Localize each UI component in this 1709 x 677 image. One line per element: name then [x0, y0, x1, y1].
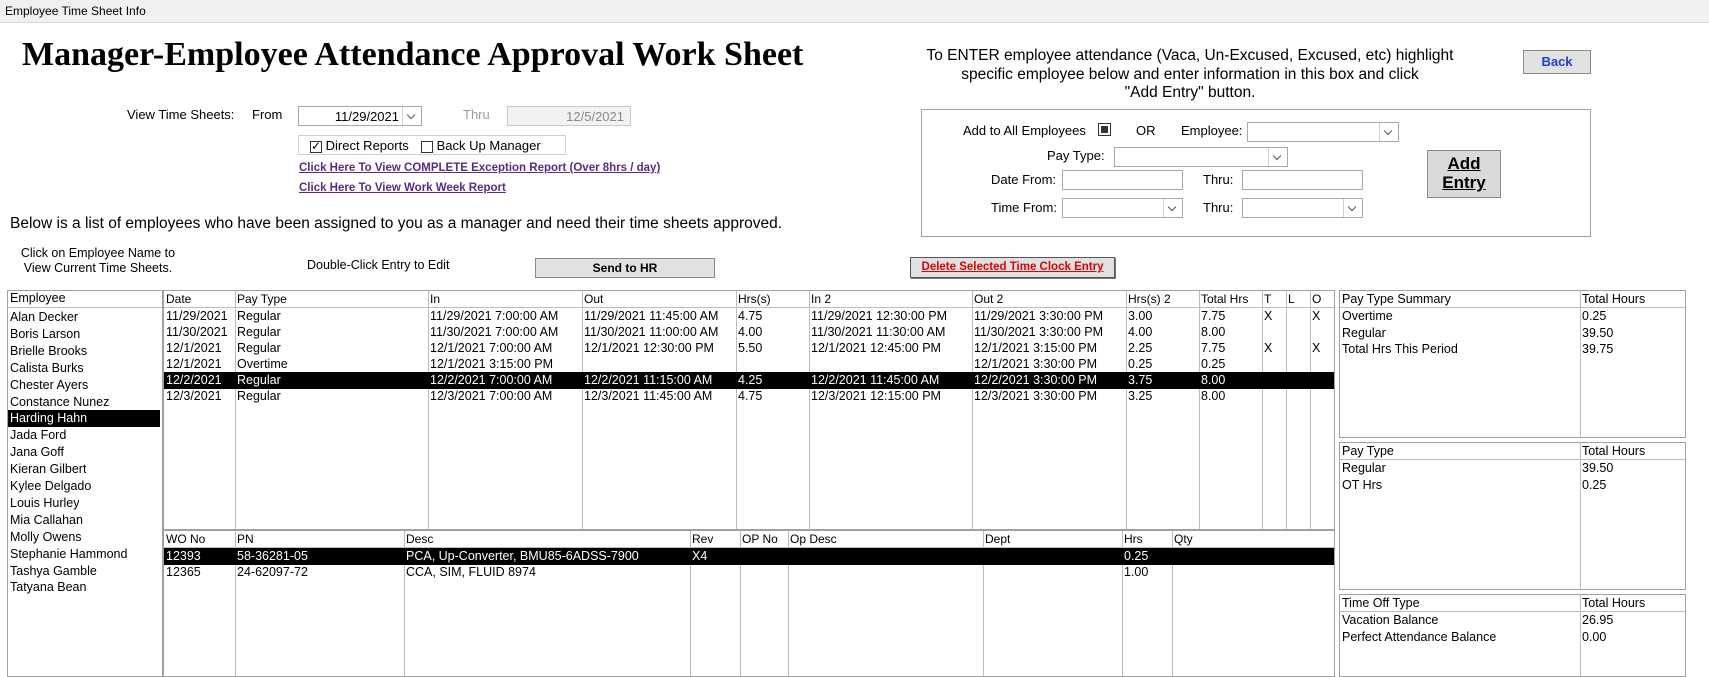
date-thru-field[interactable] — [1242, 170, 1363, 190]
thru-label: Thru — [463, 107, 490, 122]
cell: 12/3/2021 7:00:00 AM — [430, 389, 553, 403]
cell: 39.50 — [1582, 325, 1614, 340]
employee-name: Mia Callahan — [10, 512, 83, 527]
employee-name: Boris Larson — [10, 326, 81, 341]
timesheet-grid — [163, 290, 1335, 530]
column-header[interactable]: Out — [584, 292, 604, 306]
click-employee-hint — [18, 246, 178, 276]
cell: Overtime — [1342, 309, 1393, 323]
time-from-combo[interactable] — [1062, 198, 1183, 218]
cell: 12365 — [166, 565, 201, 579]
employee-list-item[interactable] — [8, 495, 160, 512]
cell: 12/1/2021 3:30:00 PM — [974, 357, 1098, 371]
or-label: OR — [1136, 123, 1156, 138]
column-header[interactable]: Date — [166, 292, 192, 306]
cell: 7.75 — [1201, 341, 1226, 355]
cell: 0.25 — [1124, 549, 1149, 563]
back-button[interactable]: Back — [1523, 50, 1591, 74]
radio-fill-icon — [1101, 126, 1108, 133]
cell: 58-36281-05 — [237, 549, 308, 563]
cell: 1.00 — [1124, 565, 1149, 579]
employee-name: Alan Decker — [10, 310, 79, 324]
instructions-line-1: To ENTER employee attendance (Vaca, Un-Excused, Excused, etc) highlight — [926, 47, 1454, 64]
employee-list-item[interactable] — [8, 461, 160, 478]
instructions-line-2: specific employee below and enter information in this box and click — [961, 65, 1419, 83]
employee-name: Stephanie Hammond — [10, 546, 128, 561]
column-header[interactable]: Pay Type — [237, 292, 287, 306]
employee-name: Jana Goff — [10, 445, 64, 460]
cell: 12/3/2021 12:15:00 PM — [811, 389, 941, 403]
time-off-row — [1340, 629, 1685, 646]
cell: 12/2/2021 7:00:00 AM — [430, 373, 553, 387]
employee-combo[interactable] — [1247, 122, 1399, 142]
cell: X — [1312, 309, 1321, 323]
cell: 11/29/2021 7:00:00 AM — [430, 309, 559, 323]
employee-list-header: Employee — [10, 291, 66, 305]
cell: 0.25 — [1201, 357, 1226, 371]
backup-manager-option[interactable] — [421, 138, 541, 153]
column-header[interactable]: Hrs — [1124, 532, 1143, 546]
column-header[interactable]: Hrs(s) 2 — [1128, 292, 1171, 306]
employee-name: Tatyana Bean — [10, 580, 87, 595]
cell: 24-62097-72 — [237, 565, 308, 579]
cell: 12/1/2021 3:15:00 PM — [974, 341, 1098, 355]
thru-date-value: 12/5/2021 — [566, 109, 624, 124]
cell: OT Hrs — [1342, 477, 1383, 492]
pay-type-combo[interactable] — [1114, 147, 1288, 167]
time-from-label: Time From: — [991, 200, 1057, 215]
send-to-hr-button[interactable]: Send to HR — [535, 258, 715, 278]
employee-list-item[interactable] — [8, 427, 160, 444]
cell: 4.00 — [738, 325, 763, 339]
cell: Overtime — [237, 357, 288, 371]
cell: 3.75 — [1128, 373, 1153, 387]
employee-list-item[interactable] — [8, 410, 160, 427]
view-time-sheets-label: View Time Sheets: — [127, 107, 235, 122]
timesheet-row[interactable] — [164, 388, 1334, 405]
employee-name: Jada Ford — [10, 428, 67, 443]
direct-reports-option[interactable] — [310, 138, 409, 153]
cell: 12/3/2021 11:45:00 AM — [584, 389, 713, 403]
cell: 12/1/2021 12:45:00 PM — [811, 341, 941, 355]
chevron-down-icon[interactable] — [1163, 199, 1182, 217]
cell: 39.50 — [1582, 461, 1614, 475]
cell: X — [1264, 309, 1273, 323]
work-week-report-link[interactable]: Click Here To View Work Week Report — [299, 182, 506, 194]
thru-date-field[interactable] — [507, 106, 631, 126]
cell: 39.75 — [1582, 342, 1614, 356]
employee-name: Kieran Gilbert — [10, 462, 87, 477]
cell: Regular — [1342, 325, 1386, 340]
pay-type-summary-grid — [1339, 290, 1686, 438]
time-thru-label: Thru: — [1203, 200, 1234, 215]
direct-reports-label: Direct Reports — [325, 138, 409, 153]
column-header[interactable]: Total Hrs — [1201, 292, 1249, 306]
cell: 0.25 — [1582, 477, 1607, 492]
employee-list-item[interactable] — [8, 563, 160, 580]
add-entry-button[interactable] — [1427, 150, 1501, 198]
cell: 4.75 — [738, 389, 763, 403]
pay-type-totals-grid — [1339, 442, 1686, 590]
column-header[interactable]: WO No — [166, 532, 206, 546]
column-header[interactable]: OP No — [742, 532, 778, 546]
employee-list-item[interactable] — [8, 444, 160, 461]
cell: 11/29/2021 3:30:00 PM — [974, 309, 1104, 323]
cell: 4.00 — [1128, 325, 1153, 339]
pay-type-label: Pay Type: — [1047, 148, 1105, 163]
cell: Perfect Attendance Balance — [1342, 629, 1497, 644]
cell: Regular — [237, 341, 281, 355]
cell: 11/29/2021 11:45:00 AM — [584, 309, 719, 323]
column-header[interactable]: Rev — [692, 532, 714, 546]
work-order-row[interactable] — [164, 564, 1334, 581]
exception-report-link[interactable]: Click Here To View COMPLETE Exception Report (Over 8hrs / day) — [299, 162, 661, 174]
chevron-down-icon[interactable] — [1268, 148, 1287, 166]
employee-list-item[interactable] — [8, 529, 160, 546]
cell: Regular — [237, 325, 281, 339]
cell: 12393 — [166, 549, 201, 563]
cell: 3.25 — [1128, 389, 1153, 403]
employee-list-item[interactable] — [8, 394, 160, 411]
info-text: Below is a list of employees who have been assigned to you as a manager and need their time sheets approved. — [10, 215, 783, 232]
add-entry-line-2: Entry — [1442, 173, 1486, 192]
employee-list-item[interactable] — [8, 360, 160, 377]
column-header: Time Off Type — [1342, 596, 1420, 610]
cell: 12/3/2021 — [166, 389, 222, 403]
employee-name: Brielle Brooks — [10, 343, 88, 358]
cell: 12/1/2021 — [166, 357, 222, 371]
from-date-combo[interactable] — [298, 106, 422, 126]
employee-list-item[interactable] — [8, 512, 160, 529]
employee-list-item[interactable] — [8, 579, 160, 596]
cell: 0.25 — [1582, 309, 1607, 323]
entry-instructions — [900, 47, 1480, 103]
timesheet-row[interactable] — [164, 324, 1334, 341]
employee-name: Calista Burks — [10, 360, 84, 375]
pay-type-summary-row — [1340, 325, 1685, 342]
cell: 26.95 — [1582, 613, 1614, 627]
timesheet-row[interactable] — [164, 356, 1334, 373]
direct-reports-checkbox[interactable] — [310, 141, 322, 153]
time-off-grid — [1339, 594, 1686, 677]
pay-type-total-row — [1340, 477, 1685, 494]
employee-label: Employee: — [1181, 123, 1243, 138]
date-from-label: Date From: — [991, 172, 1057, 187]
cell: 0.00 — [1582, 629, 1607, 644]
from-label: From — [252, 107, 283, 122]
double-click-hint: Double-Click Entry to Edit — [307, 258, 450, 272]
cell: 0.25 — [1128, 357, 1153, 371]
cell: X — [1312, 341, 1321, 355]
timesheet-row[interactable] — [164, 308, 1334, 325]
cell: 2.25 — [1128, 341, 1153, 355]
cell: Regular — [237, 309, 281, 323]
cell: X4 — [692, 549, 708, 563]
cell: 12/2/2021 — [166, 373, 222, 387]
column-header: Total Hours — [1582, 596, 1646, 610]
chevron-down-icon[interactable] — [1379, 123, 1398, 141]
window-titlebar — [0, 0, 1709, 23]
cell: 12/2/2021 11:15:00 AM — [584, 373, 713, 387]
column-header[interactable]: O — [1312, 292, 1322, 306]
employee-list-item[interactable] — [8, 478, 160, 495]
add-to-all-label: Add to All Employees — [963, 123, 1086, 138]
cell: 8.00 — [1201, 373, 1226, 387]
employee-list-item[interactable] — [8, 309, 160, 326]
delete-time-entry-button[interactable]: Delete Selected Time Clock Entry — [910, 257, 1115, 278]
cell: 4.25 — [738, 373, 763, 387]
cell: 11/29/2021 12:30:00 PM — [811, 309, 947, 323]
timesheet-row[interactable] — [164, 340, 1334, 357]
pay-type-summary-row — [1340, 341, 1685, 358]
cell: Total Hrs This Period — [1342, 342, 1458, 356]
cell: Vacation Balance — [1342, 613, 1439, 627]
date-thru-label: Thru: — [1203, 172, 1234, 187]
header-divider — [8, 307, 162, 308]
cell: 11/29/2021 — [166, 309, 228, 323]
employee-list — [7, 290, 163, 677]
cell: 8.00 — [1201, 325, 1226, 339]
cell: 11/30/2021 11:30:00 AM — [811, 325, 946, 339]
time-thru-combo[interactable] — [1242, 198, 1363, 218]
cell: 3.00 — [1128, 309, 1153, 323]
column-header[interactable]: Desc — [406, 532, 434, 546]
cell: 12/1/2021 7:00:00 AM — [430, 341, 553, 355]
column-header[interactable]: Out 2 — [974, 292, 1004, 306]
employee-name: Molly Owens — [10, 529, 82, 544]
cell: 12/1/2021 — [166, 341, 222, 355]
employee-list-item[interactable] — [8, 377, 160, 394]
time-off-row — [1340, 612, 1685, 629]
timesheet-row[interactable] — [164, 372, 1334, 389]
column-header[interactable]: L — [1288, 292, 1295, 306]
column-header[interactable]: In — [430, 292, 441, 306]
add-entry-line-1: Add — [1447, 154, 1481, 173]
column-header: Total Hours — [1582, 292, 1646, 306]
employee-name: Louis Hurley — [10, 495, 80, 510]
pay-type-total-row — [1340, 460, 1685, 477]
employee-list-item[interactable] — [8, 546, 160, 563]
column-header: Pay Type Summary — [1342, 292, 1451, 306]
cell: 12/2/2021 3:30:00 PM — [974, 373, 1098, 387]
chevron-down-icon[interactable] — [402, 107, 421, 125]
chevron-down-icon[interactable] — [1343, 199, 1362, 217]
cell: 7.75 — [1201, 309, 1226, 323]
column-header[interactable]: T — [1264, 292, 1272, 306]
cell: Regular — [237, 389, 281, 403]
employee-name: Chester Ayers — [10, 377, 89, 392]
click-hint-line-2: View Current Time Sheets. — [23, 261, 173, 275]
cell: PCA, Up-Converter, BMU85-6ADSS-7900 — [406, 549, 639, 563]
cell: Regular — [1342, 461, 1386, 475]
add-to-all-radio[interactable] — [1098, 123, 1111, 136]
instructions-line-3: "Add Entry" button. — [1124, 84, 1256, 101]
click-hint-line-1: Click on Employee Name to — [20, 246, 176, 260]
cell: 12/1/2021 12:30:00 PM — [584, 341, 714, 355]
employee-list-item[interactable] — [8, 326, 160, 343]
window-title: Employee Time Sheet Info — [5, 4, 146, 18]
cell: 8.00 — [1201, 389, 1226, 403]
cell: 11/30/2021 7:00:00 AM — [430, 325, 559, 339]
employee-name: Harding Hahn — [10, 411, 88, 426]
backup-manager-label: Back Up Manager — [436, 138, 541, 153]
work-order-grid — [163, 530, 1335, 677]
cell: CCA, SIM, FLUID 8974 — [406, 565, 536, 579]
employee-name: Constance Nunez — [10, 394, 110, 409]
column-header: Pay Type — [1342, 444, 1394, 458]
cell: 12/3/2021 3:30:00 PM — [974, 389, 1098, 403]
cell: 12/2/2021 11:45:00 AM — [811, 373, 940, 387]
cell: X — [1264, 341, 1273, 355]
column-header[interactable]: In 2 — [811, 292, 832, 306]
cell: 12/1/2021 3:15:00 PM — [430, 357, 554, 371]
column-header[interactable]: Op Desc — [790, 532, 837, 546]
backup-manager-checkbox[interactable] — [421, 141, 433, 153]
cell: 5.50 — [738, 341, 763, 355]
pay-type-summary-row — [1340, 308, 1685, 325]
employee-list-item[interactable] — [8, 343, 160, 360]
employee-name: Tashya Gamble — [10, 563, 97, 578]
column-header: Total Hours — [1582, 444, 1646, 458]
cell: 11/30/2021 3:30:00 PM — [974, 325, 1104, 339]
date-from-field[interactable] — [1062, 170, 1183, 190]
cell: 11/30/2021 11:00:00 AM — [584, 325, 719, 339]
cell: Regular — [237, 373, 281, 387]
column-header[interactable]: Hrs(s) — [738, 292, 771, 306]
column-header[interactable]: Qty — [1174, 532, 1193, 546]
page-title: Manager-Employee Attendance Approval Work Sheet — [22, 36, 804, 73]
cell: 4.75 — [738, 309, 763, 323]
column-header[interactable]: Dept — [985, 532, 1011, 546]
column-header[interactable]: PN — [237, 532, 254, 546]
work-order-row[interactable] — [164, 548, 1334, 565]
employee-name: Kylee Delgado — [10, 479, 92, 493]
from-date-value: 11/29/2021 — [334, 109, 399, 124]
cell: 11/30/2021 — [166, 325, 228, 339]
